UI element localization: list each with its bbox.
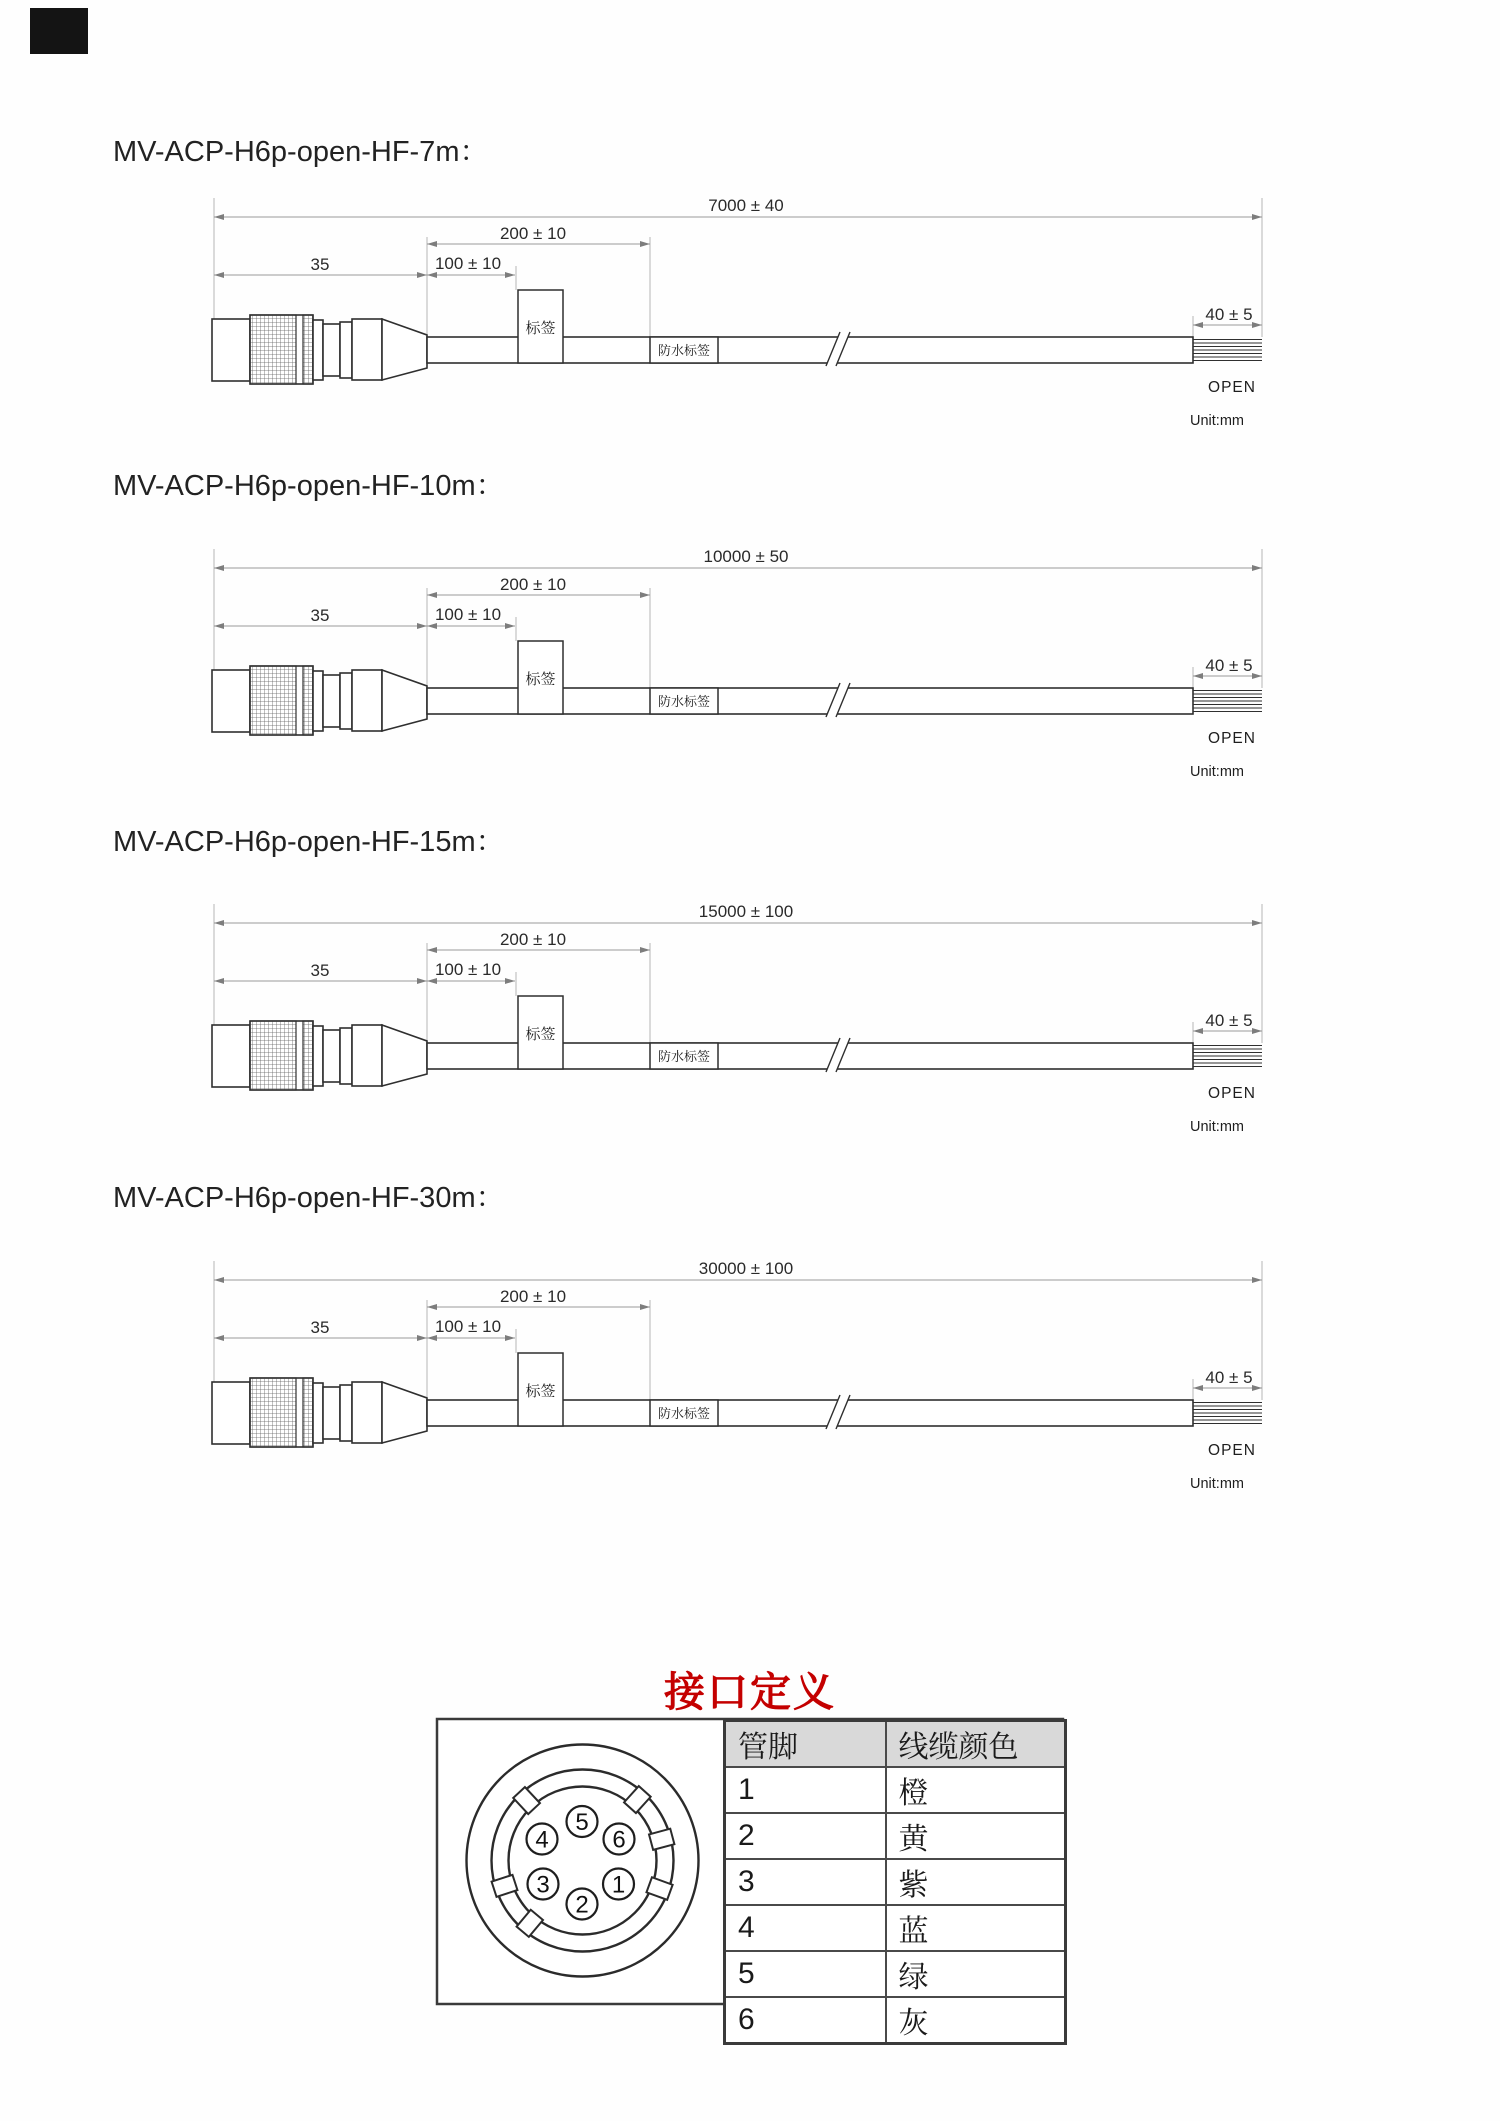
diagram-title: MV-ACP-H6p-open-HF-7m： (113, 136, 489, 168)
connector-body (212, 315, 427, 384)
dimension-lines (214, 217, 1262, 325)
tag-label: 标签 (525, 1026, 556, 1043)
cable-diagram (0, 1253, 1500, 1498)
strip-40-dim: 40 ± 5 (1205, 305, 1253, 324)
cable-diagram (0, 896, 1500, 1141)
open-label: OPEN (1208, 379, 1256, 396)
tag-box (518, 996, 563, 1069)
offset-100-dim: 100 ± 10 (434, 960, 502, 979)
extension-lines (214, 198, 1262, 337)
color-column-header: 线缆颜色 (886, 1721, 1066, 1768)
connector-strain-relief (382, 1025, 427, 1086)
total-length-dim: 7000 ± 40 (708, 196, 784, 215)
connector-body (212, 1021, 427, 1090)
wire-color-cell: 黄 (886, 1813, 1066, 1859)
tag-box (518, 290, 563, 363)
offset-200-dim: 200 ± 10 (499, 224, 567, 243)
waterproof-tag-box (650, 1043, 718, 1069)
waterproof-tag-label: 防水标签 (657, 694, 711, 709)
pin-number-cell: 4 (725, 1905, 886, 1951)
cable-diagram (0, 541, 1500, 786)
connector-35-dim: 35 (310, 255, 330, 274)
open-wires (1193, 691, 1262, 712)
wire-color-cell: 紫 (886, 1859, 1066, 1905)
connector-body (212, 1378, 427, 1447)
extension-lines (214, 1261, 1262, 1400)
dimension-arrowheads (214, 214, 1262, 328)
diagram-title: MV-ACP-H6p-open-HF-30m： (113, 1182, 505, 1214)
wire-color-cell: 绿 (886, 1951, 1066, 1997)
strip-40-dim: 40 ± 5 (1205, 656, 1253, 675)
pin-table-body (725, 1767, 1066, 2044)
pin-4-label: 4 (535, 1826, 549, 1854)
pin-1-label: 1 (611, 1871, 626, 1899)
tag-label: 标签 (525, 320, 556, 337)
offset-100-dim: 100 ± 10 (434, 1317, 502, 1336)
unit-label: Unit:mm (1190, 1119, 1244, 1135)
wire-color-cell: 蓝 (886, 1905, 1066, 1951)
offset-200-dim: 200 ± 10 (499, 1287, 567, 1306)
pin-5-label: 5 (575, 1809, 589, 1836)
connector-strain-relief (382, 319, 427, 380)
connector-35-dim: 35 (310, 961, 330, 980)
unit-label: Unit:mm (1190, 764, 1244, 780)
tag-label: 标签 (525, 671, 556, 688)
connector-35-dim: 35 (310, 606, 330, 625)
dimension-arrowheads (214, 565, 1262, 679)
open-label: OPEN (1208, 1085, 1256, 1102)
strip-40-dim: 40 ± 5 (1205, 1011, 1253, 1030)
extension-lines (214, 549, 1262, 688)
tag-box (518, 641, 563, 714)
dimension-lines (214, 568, 1262, 676)
open-wires (1193, 1403, 1262, 1424)
open-wires (1193, 340, 1262, 361)
dimension-lines (214, 1280, 1262, 1388)
tag-box (518, 1353, 563, 1426)
waterproof-tag-label: 防水标签 (657, 1406, 711, 1421)
pin-number-cell: 5 (725, 1951, 886, 1997)
pin-6-label: 6 (612, 1826, 626, 1854)
waterproof-tag-label: 防水标签 (657, 343, 711, 358)
table-header-row (725, 1721, 1066, 1768)
pin-definition-table (723, 1719, 1067, 2045)
table-row (725, 1997, 1066, 2044)
table-row (725, 1905, 1066, 1951)
table-row (725, 1951, 1066, 1997)
total-length-dim: 30000 ± 100 (698, 1259, 794, 1278)
pin-3-label: 3 (536, 1871, 550, 1899)
table-row (725, 1813, 1066, 1859)
pin-number-cell: 2 (725, 1813, 886, 1859)
pin-number-cell: 3 (725, 1859, 886, 1905)
open-wires (1193, 1046, 1262, 1067)
wire-color-cell: 灰 (886, 1997, 1066, 2044)
diagram-title: MV-ACP-H6p-open-HF-10m： (113, 470, 505, 502)
connector-35-dim: 35 (310, 1318, 330, 1337)
interface-title: 接口定义 (664, 1669, 836, 1715)
pin-2-label: 2 (575, 1891, 589, 1919)
cable-diagram (0, 190, 1500, 435)
offset-100-dim: 100 ± 10 (434, 605, 502, 624)
strip-40-dim: 40 ± 5 (1205, 1368, 1253, 1387)
open-label: OPEN (1208, 730, 1256, 747)
dimension-lines (214, 923, 1262, 1031)
offset-200-dim: 200 ± 10 (499, 575, 567, 594)
diagram-title: MV-ACP-H6p-open-HF-15m： (113, 826, 505, 858)
corner-mark (30, 8, 88, 54)
offset-100-dim: 100 ± 10 (434, 254, 502, 273)
offset-200-dim: 200 ± 10 (499, 930, 567, 949)
table-row (725, 1767, 1066, 1813)
waterproof-tag-box (650, 688, 718, 714)
connector-body (212, 666, 427, 735)
dimension-arrowheads (214, 920, 1262, 1034)
tag-label: 标签 (525, 1383, 556, 1400)
pin-number-cell: 6 (725, 1997, 886, 2044)
pin-number-cell: 1 (725, 1767, 886, 1813)
unit-label: Unit:mm (1190, 1476, 1244, 1492)
waterproof-tag-label: 防水标签 (657, 1049, 711, 1064)
table-row (725, 1859, 1066, 1905)
connector-strain-relief (382, 670, 427, 731)
total-length-dim: 15000 ± 100 (698, 902, 794, 921)
open-label: OPEN (1208, 1442, 1256, 1459)
extension-lines (214, 904, 1262, 1043)
unit-label: Unit:mm (1190, 413, 1244, 429)
dimension-arrowheads (214, 1277, 1262, 1391)
waterproof-tag-box (650, 337, 718, 363)
total-length-dim: 10000 ± 50 (703, 547, 789, 566)
waterproof-tag-box (650, 1400, 718, 1426)
pin-column-header: 管脚 (725, 1721, 886, 1768)
wire-color-cell: 橙 (886, 1767, 1066, 1813)
connector-strain-relief (382, 1382, 427, 1443)
